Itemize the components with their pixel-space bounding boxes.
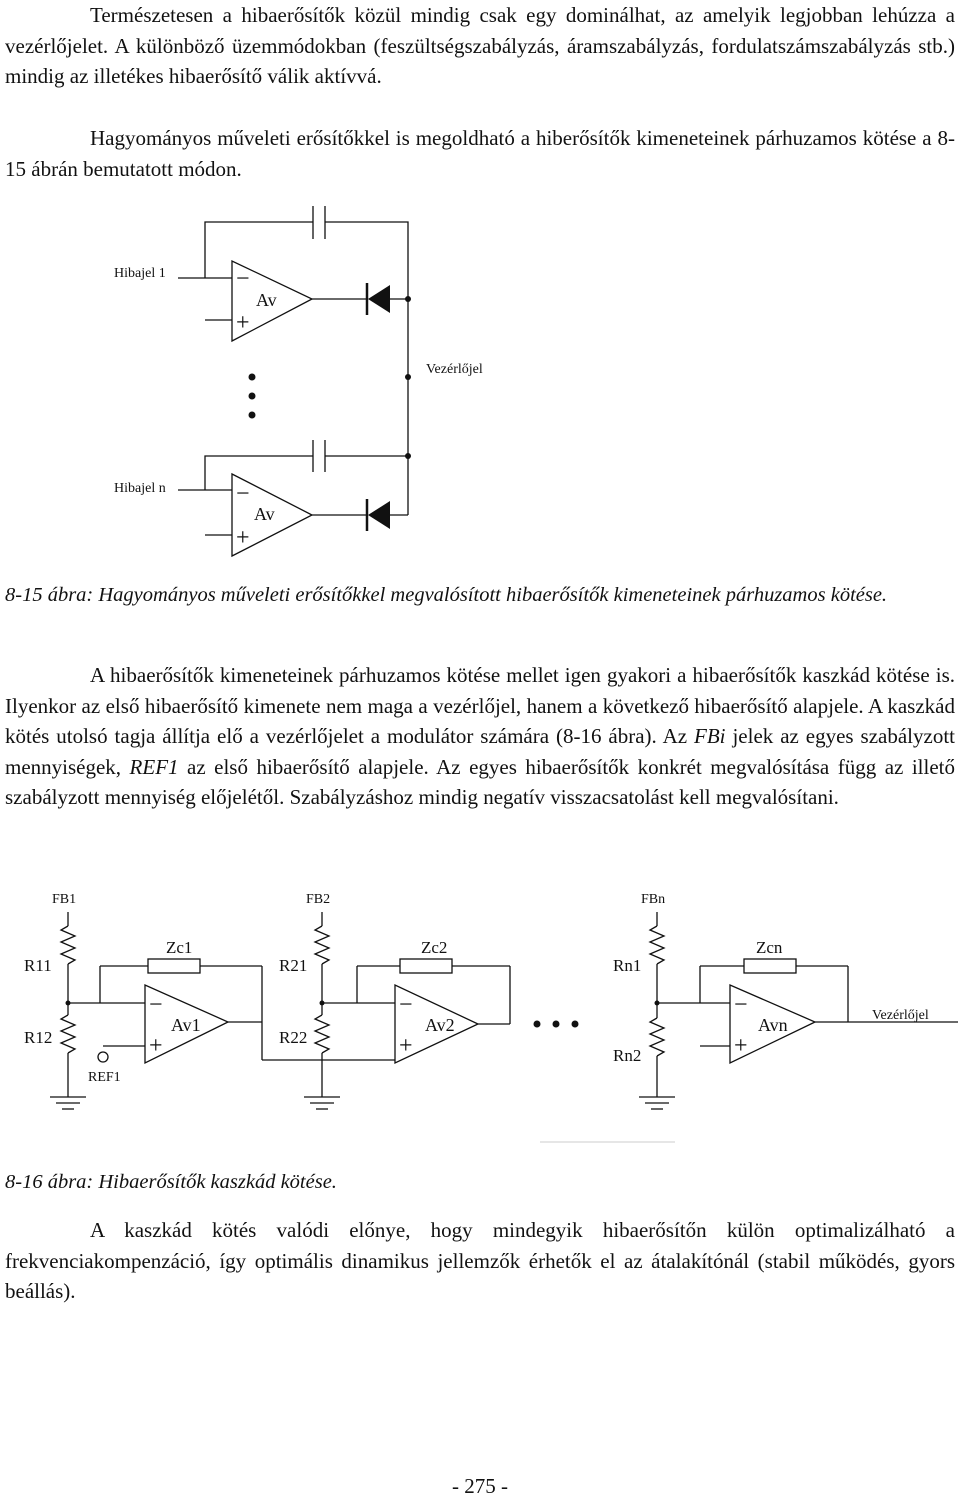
r21-label: R21	[279, 956, 308, 975]
av1-label: Av1	[171, 1015, 201, 1035]
figure-8-16-output-label: Vezérlőjel	[872, 1008, 929, 1023]
fbn-label: FBn	[641, 892, 666, 907]
rn1-label: Rn1	[613, 956, 642, 975]
figure-8-15-caption: 8-15 ábra: Hagyományos műveleti erősítőkkel megvalósított hibaerősítők kimeneteinek párhuzamos kötése.	[5, 584, 888, 606]
ampn-minus-sign: −	[236, 481, 250, 507]
rn2-label: Rn2	[613, 1046, 642, 1065]
zc2-label: Zc2	[421, 938, 448, 957]
ampn-plus-sign: +	[236, 525, 250, 551]
av1-plus-sign: +	[149, 1033, 163, 1059]
av2-minus-sign: −	[399, 992, 413, 1018]
ref1-label: REF1	[88, 1070, 121, 1085]
figure-8-16-caption: 8-16 ábra: Hibaerősítők kaszkád kötése.	[5, 1171, 337, 1193]
ellipsis-dot	[553, 1021, 560, 1028]
r22-label: R22	[279, 1028, 308, 1047]
paragraph-cascade-advantage: A kaszkád kötés valódi előnye, hogy mindegyik hibaerősítőn külön optimalizálható a frekvenciakompenzáció, így optimális dinamikus jellemzők érhetők el az átalakítónál (stabil működés, gyors beállás).	[5, 1218, 955, 1303]
ellipsis-dot	[249, 393, 256, 400]
r11-label: R11	[24, 956, 52, 975]
av2-plus-sign: +	[399, 1033, 413, 1059]
ref1-terminal	[98, 1052, 108, 1062]
zc1-label: Zc1	[166, 938, 193, 957]
avn-minus-sign: −	[734, 992, 748, 1018]
figure-8-15-input-n-label: Hibajel n	[114, 481, 166, 496]
paragraph-parallel-intro: Hagyományos műveleti erősítőkkel is megoldható a hiberősítők kimeneteinek párhuzamos kötése a 8-15 ábrán bemutatott módon.	[5, 126, 955, 181]
amp1-minus-sign: −	[236, 266, 250, 292]
ellipsis-dot	[249, 374, 256, 381]
figure-8-15-input-1-label: Hibajel 1	[114, 266, 166, 281]
ellipsis-dot	[249, 412, 256, 419]
ampn-label: Av	[254, 504, 275, 524]
avn-label: Avn	[758, 1015, 788, 1035]
paragraph-dominance: Természetesen a hibaerősítők közül mindig csak egy dominálhat, az amelyik legjobban lehúzza a vezérlőjelet. A különböző üzemmódokban (feszültségszabályzás, áramszabályzás, fordulatszámszabályzás stb.) mindig az illetékes hibaerősítő válik aktívvá.	[5, 3, 955, 88]
amp1-label: Av	[256, 290, 277, 310]
figure-8-16-schematic	[0, 882, 960, 1152]
av2-label: Av2	[425, 1015, 455, 1035]
paragraph-cascade: A hibaerősítők kimeneteinek párhuzamos kötése mellet igen gyakori a hibaerősítők kaszkád kötése is. Ilyenkor az első hibaerősítő kimenete nem maga a vezérlőjel, hanem a következő hibaerősítő alapjele. A kaszkád kötés utolsó tagja állítja elő a vezérlőjelet a modulátor számára (8-16 ábra). Az FBi jelek az egyes szabályzott mennyiségek, REF1 az első hibaerősítő alapjele. Az egyes hibaerősítők konkrét megvalósítása függ az illető szabályzott mennyiség előjelétől. Szabályzáshoz mindig negatív visszacsatolást kell megvalósítani.	[5, 663, 955, 809]
ref1-term: REF1	[129, 754, 179, 779]
fb2-label: FB2	[306, 892, 331, 907]
ellipsis-dot	[572, 1021, 579, 1028]
r12-label: R12	[24, 1028, 53, 1047]
page-number: - 275 -	[452, 1474, 508, 1498]
figure-8-15-output-label: Vezérlőjel	[426, 362, 483, 377]
zcn-label: Zcn	[756, 938, 783, 957]
av1-minus-sign: −	[149, 992, 163, 1018]
avn-plus-sign: +	[734, 1033, 748, 1059]
ellipsis-dot	[534, 1021, 541, 1028]
amp1-plus-sign: +	[236, 310, 250, 336]
fbi-term: FBi	[694, 724, 726, 748]
fb1-label: FB1	[52, 892, 77, 907]
figure-8-15-schematic	[0, 195, 960, 565]
